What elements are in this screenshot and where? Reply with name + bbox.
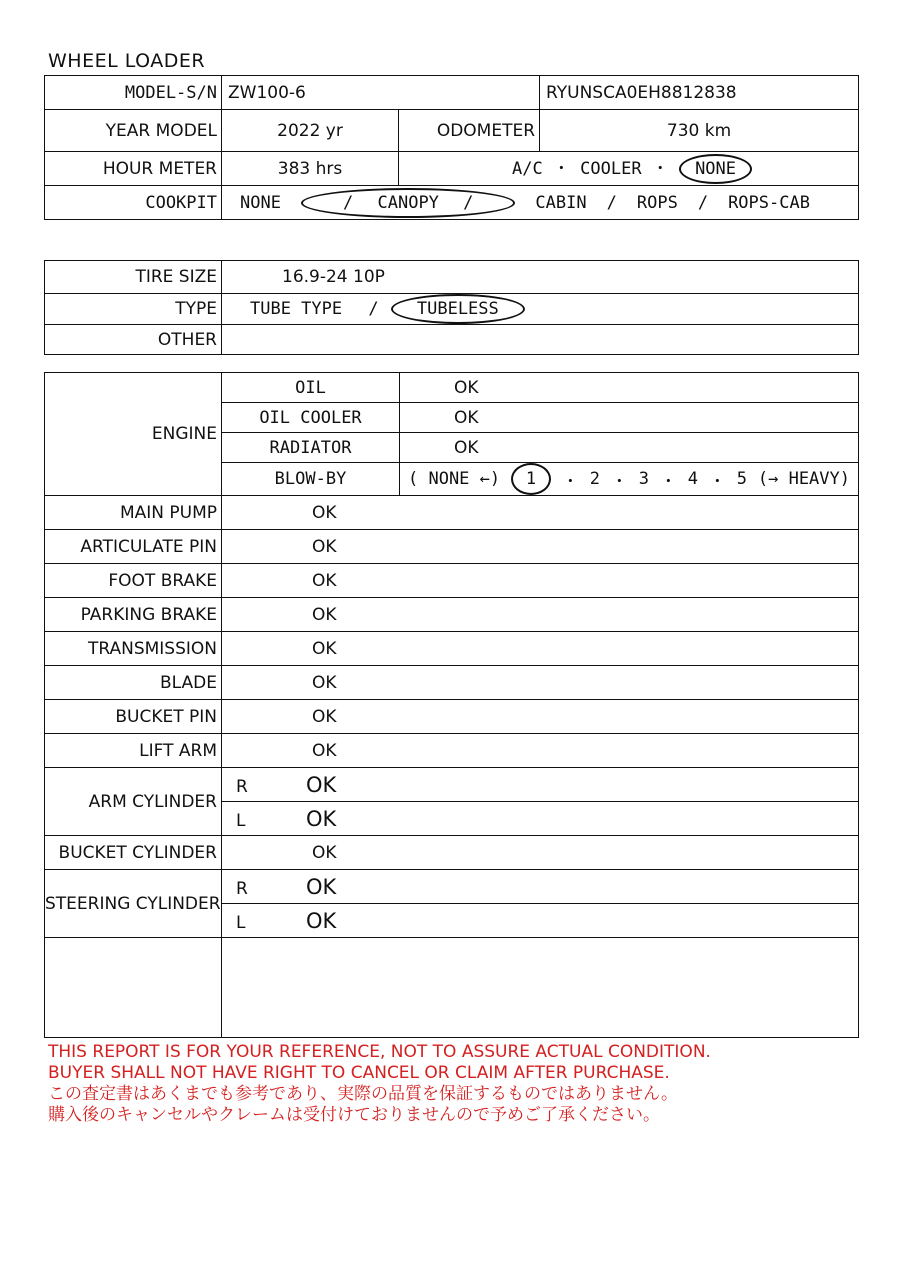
serial-value: RYUNSCA0EH8812838 xyxy=(540,76,859,110)
arm-cylinder-r-label: R xyxy=(236,776,248,797)
blowby-level-5: 5 xyxy=(736,469,747,489)
steering-cylinder-r-row xyxy=(222,870,859,904)
arm-cylinder-r-value: OK xyxy=(306,772,337,797)
tire-size-value: 16.9-24 10P xyxy=(222,261,859,294)
steering-cylinder-r-label: R xyxy=(236,878,248,899)
blowby-dot-1: ・ xyxy=(561,471,579,492)
lift-arm-label: LIFT ARM xyxy=(45,734,222,768)
engine-oil-value: OK xyxy=(400,373,859,403)
hour-meter-label: HOUR METER xyxy=(45,152,222,186)
tire-type-options xyxy=(222,294,859,325)
articulate-pin-value: OK xyxy=(222,530,859,564)
document-title: WHEEL LOADER xyxy=(48,50,206,72)
remarks-label xyxy=(45,938,222,1038)
cookpit-sep-4: / xyxy=(697,192,709,213)
machine-info-table xyxy=(44,75,859,220)
arm-cylinder-r-row xyxy=(222,768,859,802)
bucket-cylinder-value: OK xyxy=(222,836,859,870)
parking-brake-label: PARKING BRAKE xyxy=(45,598,222,632)
bucket-pin-value: OK xyxy=(222,700,859,734)
tire-type-label: TYPE xyxy=(45,294,222,325)
main-pump-value: OK xyxy=(222,496,859,530)
main-pump-label: MAIN PUMP xyxy=(45,496,222,530)
arm-cylinder-l-row xyxy=(222,802,859,836)
engine-radiator-label: RADIATOR xyxy=(222,433,400,463)
tire-other-value xyxy=(222,325,859,355)
ac-cooler-prefix: A/C ・ COOLER ・ xyxy=(511,158,669,179)
bucket-cylinder-label: BUCKET CYLINDER xyxy=(45,836,222,870)
tire-size-label: TIRE SIZE xyxy=(45,261,222,294)
cookpit-option-rops-cab: ROPS-CAB xyxy=(728,192,810,213)
blade-label: BLADE xyxy=(45,666,222,700)
foot-brake-value: OK xyxy=(222,564,859,598)
cookpit-sep-3: / xyxy=(606,192,617,213)
year-model-label: YEAR MODEL xyxy=(45,110,222,152)
steering-cylinder-l-label: L xyxy=(236,912,246,933)
blowby-dot-4: ・ xyxy=(708,471,726,492)
model-value: ZW100-6 xyxy=(222,76,540,110)
hour-meter-value: 383 hrs xyxy=(222,152,399,186)
disclaimer-line-3: この査定書はあくまでも参考であり、実際の品質を保証するものではありません。 xyxy=(48,1084,679,1104)
blowby-level-2: 2 xyxy=(589,469,600,489)
year-model-value: 2022 yr xyxy=(222,110,399,152)
blowby-none-label: ( NONE ←) xyxy=(408,469,501,489)
engine-blowby-label: BLOW-BY xyxy=(222,463,400,496)
model-sn-label: MODEL-S/N xyxy=(45,76,222,110)
engine-label: ENGINE xyxy=(45,373,222,496)
parking-brake-value: OK xyxy=(222,598,859,632)
tire-type-sep: / xyxy=(368,299,379,319)
cookpit-sep-1: / xyxy=(343,192,354,213)
ac-selected-option: NONE xyxy=(679,154,752,184)
blowby-selected-1: 1 xyxy=(511,463,551,495)
odometer-label: ODOMETER xyxy=(399,110,540,152)
blowby-heavy-label: (→ HEAVY) xyxy=(757,469,850,489)
cookpit-label: COOKPIT xyxy=(45,186,222,220)
remarks-value xyxy=(222,938,859,1038)
disclaimer-line-1: THIS REPORT IS FOR YOUR REFERENCE, NOT TO ASSURE ACTUAL CONDITION. xyxy=(48,1042,711,1062)
disclaimer-line-2: BUYER SHALL NOT HAVE RIGHT TO CANCEL OR CLAIM AFTER PURCHASE. xyxy=(48,1063,670,1083)
cookpit-option-none: NONE xyxy=(240,192,281,213)
steering-cylinder-l-row xyxy=(222,904,859,938)
tire-type-tubeless: TUBELESS xyxy=(391,294,525,324)
engine-oil-cooler-value: OK xyxy=(400,403,859,433)
tire-type-tube: TUBE TYPE xyxy=(250,299,343,319)
disclaimer xyxy=(48,1042,711,1126)
steering-cylinder-r-value: OK xyxy=(306,874,337,899)
engine-blowby-scale xyxy=(400,463,859,496)
transmission-label: TRANSMISSION xyxy=(45,632,222,666)
engine-oil-cooler-label: OIL COOLER xyxy=(222,403,400,433)
arm-cylinder-l-value: OK xyxy=(306,806,337,831)
odometer-value: 730 km xyxy=(540,110,859,152)
bucket-pin-label: BUCKET PIN xyxy=(45,700,222,734)
cookpit-selected-label: CANOPY xyxy=(377,192,439,213)
inspection-table xyxy=(44,372,859,1038)
arm-cylinder-label: ARM CYLINDER xyxy=(45,768,222,836)
lift-arm-value: OK xyxy=(222,734,859,768)
ac-cooler-cell xyxy=(399,152,859,186)
tire-other-label: OTHER xyxy=(45,325,222,355)
blowby-dot-3: ・ xyxy=(659,471,677,492)
engine-oil-label: OIL xyxy=(222,373,400,403)
blowby-level-4: 4 xyxy=(687,469,698,489)
engine-radiator-value: OK xyxy=(400,433,859,463)
steering-cylinder-label: STEERING CYLINDER xyxy=(45,870,222,938)
steering-cylinder-l-value: OK xyxy=(306,908,337,933)
cookpit-options xyxy=(222,186,859,220)
arm-cylinder-l-label: L xyxy=(236,810,246,831)
cookpit-sep-2: / xyxy=(463,192,474,213)
transmission-value: OK xyxy=(222,632,859,666)
cookpit-option-rops: ROPS xyxy=(636,192,678,213)
foot-brake-label: FOOT BRAKE xyxy=(45,564,222,598)
disclaimer-line-4: 購入後のキャンセルやクレームは受付けておりませんので予めご了承ください。 xyxy=(48,1105,660,1125)
articulate-pin-label: ARTICULATE PIN xyxy=(45,530,222,564)
blade-value: OK xyxy=(222,666,859,700)
cookpit-option-cabin: CABIN xyxy=(535,192,587,213)
tire-table xyxy=(44,260,859,355)
blowby-dot-2: ・ xyxy=(610,471,628,492)
blowby-level-3: 3 xyxy=(638,469,649,489)
cookpit-option-canopy xyxy=(301,188,515,218)
